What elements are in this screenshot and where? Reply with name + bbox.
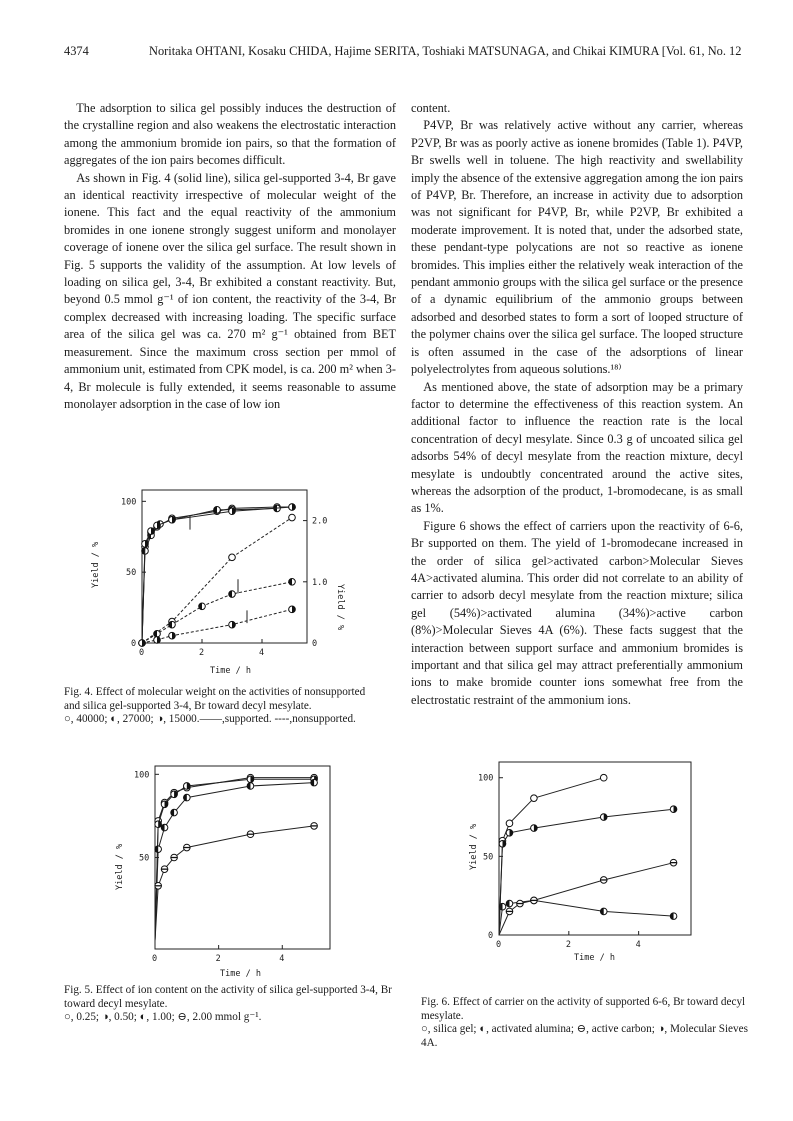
- figure-4-series-line-2: [142, 507, 292, 643]
- figure-6-xlabel: Time / h: [574, 953, 615, 963]
- figure-5-point-3-0: [155, 882, 162, 889]
- figure-4-point-2-4: [229, 508, 236, 515]
- right-paragraph-0: content.: [411, 101, 451, 115]
- right-paragraph-1: P4VP, Br was relatively active without any carrier, whereas P2VP, Br was as poorly active as ionene bromides (Table 1). P4VP, Br swells well in toluene. The high reactivity and swellability imply the absence of the extensive aggregation among the ion pairs of P4VP, Br. Therefore, an increase in activity due to adsorption was not significant for P4VP, Br, while P2VP, Br exhibited a moderate improvement. It is noted that, under the adsorbed state, these pendant-type polycations are not so reactive as ionene bromides. This implies either the relatively weak interaction of the pendant ammonio groups with the silica gel surface or the presence of a dynamic equilibrium of the ammonio groups between adsorbed and desorbed states to form a sort of looped structure of the polymer chains over the silica gel surface. The looped structure is often assumed in the case of the adsorptions of linear polyelectrolytes from aqueous solutions.¹⁸⁾: [411, 118, 743, 377]
- figure-4: [80, 478, 380, 693]
- left-paragraph-1: The adsorption to silica gel possibly induces the destruction of the crystalline region and also weakens the electrostatic interaction among the ammonium bromide ion pairs, so that the formation of aggregates of the ion pairs becomes difficult.: [64, 101, 396, 168]
- figure-4-series-line-5: [142, 609, 292, 643]
- figure-4-series-line-4: [142, 582, 292, 643]
- figure-4-ytick-100: 100: [121, 497, 137, 508]
- figure-5-ylabel: Yield / %: [115, 843, 125, 890]
- figure-4-point-5-3: [229, 621, 236, 628]
- figure-4-ylabel-left: Yield / %: [91, 541, 101, 588]
- figure-6-point-3-0: [499, 840, 506, 847]
- figure-5-series: [155, 774, 318, 940]
- figure-6-point-3-4: [670, 806, 677, 813]
- figure-6-caption: [421, 996, 751, 1050]
- figure-4-ticks: [121, 497, 327, 658]
- figure-4-series-line-1: [142, 508, 277, 643]
- figure-6-point-3-2: [531, 825, 538, 832]
- figure-5-caption-label: Fig. 5.: [64, 984, 93, 996]
- figure-4-point-4-4: [229, 591, 236, 598]
- figure-6-point-2-1: [517, 900, 524, 907]
- figure-6-series: [499, 774, 677, 935]
- figure-5-series-line-3: [155, 826, 314, 941]
- figure-5-series-line-1: [155, 779, 314, 940]
- figure-5-point-1-2: [171, 791, 178, 798]
- figure-6-caption-label: Fig. 6.: [421, 996, 450, 1008]
- figure-4-point-3-2: [229, 554, 236, 561]
- figure-5: [100, 756, 340, 986]
- figure-6-xtick-2: 2: [565, 940, 571, 950]
- figure-4-ytick-50: 50: [126, 568, 137, 579]
- figure-6-ytick-50: 50: [483, 852, 494, 863]
- figure-5-point-3-4: [247, 831, 254, 838]
- figure-6-ytick-100: 100: [478, 773, 494, 784]
- figure-4-chart: [80, 478, 380, 688]
- figure-6-ylabel: Yield / %: [469, 823, 479, 870]
- figure-5-point-3-5: [311, 823, 318, 830]
- figure-4-point-2-1: [148, 528, 155, 535]
- figure-4-frame: [142, 490, 307, 643]
- left-paragraph-2: As shown in Fig. 4 (solid line), silica gel-supported 3-4, Br gave an identical reactivity irrespective of molecular weight of the ionene. This fact and the equal reactivity of the ammonium bromides in one ionene strongly suggest uniform and monolayer coverage of ionene over the silica gel surface. The result shown in Fig. 5 supports the validity of the assumption. At low levels of loading on silica gel, 3-4, Br exhibited a constant reactivity. But, beyond 0.5 mmol g⁻¹ of ion content, the reactivity of the 3-4, Br complex decreased with increasing loading. The specific surface area of the silica gel was ca. 270 m² g⁻¹ obtained from BET measurement. Since the maximum cross section per mmol of ammonium unit, estimated from CPK model, is ca. 200 m² when 3-4, Br molecule is fully extended, it seems reasonable to assume monolayer adsorption in the case of low ion: [64, 170, 396, 411]
- page-number: 4374: [64, 44, 89, 58]
- figure-4-point-4-3: [199, 603, 206, 610]
- figure-4-ytick-right-2.0: 2.0: [312, 516, 328, 527]
- figure-4-xtick-4: 4: [259, 648, 265, 658]
- figure-6-xtick-0: 0: [496, 940, 502, 950]
- figure-5-point-1-3: [184, 783, 191, 790]
- figure-6: [462, 752, 702, 982]
- figure-4-legend: ○, 40000; ◐, 27000; ◑, 15000.——,supported. ----,nonsupported.: [64, 713, 356, 726]
- figure-5-point-2-5: [311, 779, 318, 786]
- figure-6-series-line-3: [499, 809, 674, 935]
- figure-6-series-line-0: [499, 778, 604, 935]
- figure-6-point-1-4: [670, 913, 677, 920]
- figure-4-point-2-2: [154, 522, 161, 529]
- figure-4-point-2-3: [169, 516, 176, 523]
- figure-4-point-5-2: [169, 632, 176, 639]
- figure-6-point-1-1: [506, 900, 513, 907]
- figure-5-series-line-2: [155, 783, 314, 941]
- right-paragraph-2: As mentioned above, the state of adsorption may be a primary factor to determine the effectiveness of this reaction system. An additional factor to influence the reaction rate is the local concentration of decyl mesylate. Since 0.3 g of uncoated silica gel adsorbs 54% of decyl mesylate from the reaction mixture, decyl mesylate is undoubtly concentrated around the active sites, whereas the adsorption of the product, 1-bromodecane, is as small as 1%.: [411, 379, 743, 516]
- figure-6-point-3-3: [600, 814, 607, 821]
- figure-6-point-0-2: [531, 795, 538, 802]
- figure-4-series: [139, 504, 296, 647]
- figure-4-ylabel-right: Yield / %: [335, 584, 345, 631]
- figure-6-point-2-2: [531, 897, 538, 904]
- figure-6-xtick-4: 4: [635, 940, 641, 950]
- figure-6-legend: ○, silica gel; ◐, activated alumina; ⊖, active carbon; ◑, Molecular Sieves 4A.: [421, 1023, 748, 1049]
- figure-4-point-1-4: [214, 507, 221, 514]
- figure-5-ytick-100: 100: [134, 770, 150, 781]
- figure-5-frame: [155, 766, 330, 949]
- figure-6-point-0-1: [506, 820, 513, 827]
- figure-4-ytick-0: 0: [131, 639, 137, 649]
- figure-5-point-2-1: [161, 824, 168, 831]
- figure-4-caption-text: Effect of molecular weight on the activities of nonsupported and silica gel-supported 3-4, Br toward decyl mesylate.: [64, 686, 366, 712]
- figure-5-xtick-2: 2: [215, 954, 221, 964]
- figure-4-series-line-0: [142, 507, 292, 643]
- figure-4-point-5-0: [139, 640, 146, 647]
- figure-4-point-3-3: [289, 514, 296, 521]
- running-header: [64, 44, 744, 64]
- left-column: [64, 100, 396, 413]
- running-title: Noritaka OHTANI, Kosaku CHIDA, Hajime SERITA, Toshiaki MATSUNAGA, and Chikai KIMURA [Vol. 61, No. 12: [149, 44, 742, 58]
- figure-4-point-5-4: [289, 606, 296, 613]
- figure-5-point-3-1: [161, 866, 168, 873]
- figure-4-point-2-0: [142, 541, 149, 548]
- figure-5-point-3-3: [184, 844, 191, 851]
- figure-5-point-1-1: [161, 801, 168, 808]
- figure-5-point-2-4: [247, 783, 254, 790]
- figure-6-ticks: [478, 774, 641, 950]
- figure-6-ytick-0: 0: [488, 931, 494, 941]
- figure-5-chart: [100, 756, 340, 981]
- figure-6-frame: [499, 762, 691, 935]
- figure-6-caption-text: Effect of carrier on the activity of supported 6-6, Br toward decyl mesylate.: [421, 996, 746, 1022]
- figure-6-chart: [462, 752, 702, 977]
- figure-6-point-2-0: [506, 908, 513, 915]
- figure-4-ytick-right-1.0: 1.0: [312, 577, 328, 588]
- figure-6-point-2-4: [670, 859, 677, 866]
- figure-6-series-line-1: [499, 900, 674, 935]
- figure-5-point-2-0: [155, 846, 162, 853]
- figure-5-xtick-0: 0: [152, 954, 158, 964]
- figure-6-point-0-3: [600, 774, 607, 781]
- figure-4-point-2-5: [289, 504, 296, 511]
- right-paragraph-3: Figure 6 shows the effect of carriers upon the reactivity of 6-6, Br supported on them. The yield of 1-bromodecane increased in the order of silica gel>activated carbon>Molecular Sieves 4A>activated alumina. This order did not correlate to an ability of carrier to adsorb decyl mesylate from the reaction mixture; silica gel (54%)>activated alumina (34%)>active carbon (8%)>Molecular Sieves 4A (6%). These facts suggest that the interaction between support surface and ammonium bromides is important and that silica gel may attract preferentially ammonium ions to make bromide counter ions somewhat free from the electrostatic restraint of the ammonium ions.: [411, 518, 743, 707]
- figure-5-point-1-4: [247, 776, 254, 783]
- figure-5-xtick-4: 4: [279, 954, 285, 964]
- figure-4-point-4-2: [169, 621, 176, 628]
- figure-6-series-line-2: [499, 863, 674, 935]
- figure-4-point-4-5: [289, 579, 296, 586]
- figure-4-point-4-1: [154, 631, 161, 638]
- figure-5-point-1-0: [155, 821, 162, 828]
- figure-5-xlabel: Time / h: [220, 969, 261, 979]
- figure-6-point-2-3: [600, 877, 607, 884]
- right-column: [411, 100, 743, 709]
- figure-5-series-line-0: [155, 778, 314, 941]
- figure-5-point-2-2: [171, 809, 178, 816]
- figure-5-ytick-50: 50: [139, 853, 150, 864]
- figure-4-xtick-2: 2: [199, 648, 205, 658]
- figure-5-legend: ○, 0.25; ◑, 0.50; ◐, 1.00; ⊖, 2.00 mmol g⁻¹.: [64, 1011, 262, 1024]
- figure-5-caption-text: Effect of ion content on the activity of silica gel-supported 3-4, Br toward decyl mesylate.: [64, 984, 392, 1010]
- figure-5-caption: [64, 984, 394, 1025]
- figure-6-point-1-3: [600, 908, 607, 915]
- figure-5-point-3-2: [171, 854, 178, 861]
- figure-5-point-2-3: [184, 794, 191, 801]
- figure-4-xtick-0: 0: [139, 648, 145, 658]
- figure-4-point-5-1: [154, 637, 161, 644]
- figure-4-ytick-right-0: 0: [312, 639, 318, 649]
- figure-4-xlabel: Time / h: [210, 666, 251, 676]
- figure-4-caption: [64, 686, 384, 727]
- figure-4-series-line-3: [142, 518, 292, 644]
- figure-6-point-3-1: [506, 829, 513, 836]
- figure-4-caption-label: Fig. 4.: [64, 686, 93, 698]
